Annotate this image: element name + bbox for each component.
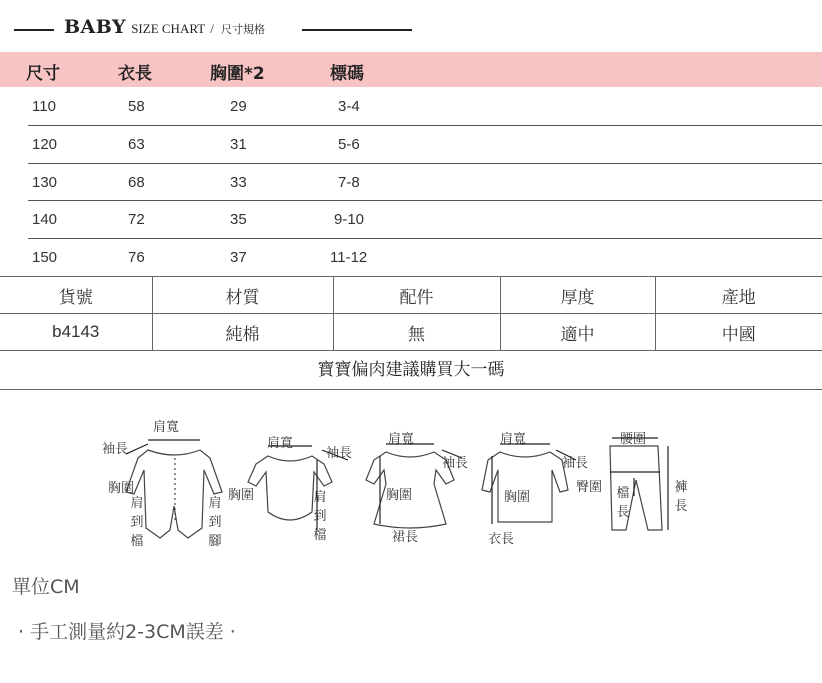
dress-sleeve-label: 袖長	[442, 456, 469, 471]
dress-chest-label: 胸圍	[386, 488, 413, 503]
romper-shoulder-to-foot-label: 肩到腳	[208, 496, 222, 549]
cell-length: 72	[128, 211, 145, 228]
measurement-diagram	[90, 420, 700, 560]
spec-header-material: 材質	[152, 277, 333, 314]
header-cn-title: 尺寸規格	[220, 23, 265, 36]
cell-label-size: 9-10	[334, 211, 365, 228]
dress-shoulder-label: 肩寬	[388, 432, 415, 447]
cell-chest: 33	[230, 174, 247, 191]
size-row	[0, 88, 822, 125]
col-chest: 胸圍*2	[210, 64, 265, 84]
top-sleeve-label: 袖長	[562, 456, 589, 471]
tolerance-note: · 手工測量約2-3CM誤差 ·	[18, 621, 236, 643]
col-label-size: 標碼	[330, 64, 364, 84]
pants-rise-label: 檔長	[616, 486, 630, 520]
bodysuit-chest-label: 胸圍	[228, 488, 255, 503]
cell-chest: 29	[230, 98, 247, 115]
spec-header-accessory: 配件	[333, 277, 500, 314]
cell-chest: 35	[230, 211, 247, 228]
header-rule-left	[14, 29, 54, 31]
pants-hip-label: 臀圍	[576, 480, 603, 495]
col-size: 尺寸	[26, 64, 60, 84]
romper-chest-label: 胸圍	[108, 481, 135, 496]
cell-length: 68	[128, 174, 145, 191]
spec-value-row	[0, 314, 822, 351]
size-row	[0, 201, 822, 238]
cell-size: 140	[32, 211, 58, 228]
header-separator: /	[210, 21, 214, 36]
spec-table	[0, 276, 822, 351]
unit-label: 單位CM	[12, 576, 80, 598]
cell-label-size: 7-8	[338, 174, 360, 191]
spec-material: 純棉	[152, 314, 333, 351]
cell-chest: 37	[230, 249, 247, 266]
cell-size: 150	[32, 249, 58, 266]
size-row	[0, 126, 822, 163]
bodysuit-shoulder-to-crotch-label: 肩到檔	[313, 490, 327, 543]
spec-header-row	[0, 277, 822, 314]
bodysuit-sleeve-label: 袖長	[326, 446, 353, 461]
spec-header-thickness: 厚度	[500, 277, 655, 314]
size-advice-note: 寶寶偏肉建議購買大一碼	[0, 351, 822, 390]
spec-thickness: 適中	[500, 314, 655, 351]
cell-chest: 31	[230, 136, 247, 153]
cell-size: 110	[32, 98, 56, 115]
col-length: 衣長	[118, 64, 152, 84]
cell-size: 120	[32, 136, 58, 153]
top-chest-label: 胸圍	[504, 490, 531, 505]
spec-item-no: b4143	[0, 314, 152, 351]
top-length-label: 衣長	[488, 532, 515, 547]
size-table-header	[0, 52, 822, 87]
header-brand: BABY	[64, 16, 127, 38]
romper-shoulder-to-crotch-label: 肩到檔	[130, 496, 144, 549]
spec-header-item-no: 貨號	[0, 277, 152, 314]
spec-origin: 中國	[655, 314, 822, 351]
top-shoulder-label: 肩寬	[500, 432, 527, 447]
cell-length: 58	[128, 98, 145, 115]
cell-length: 76	[128, 249, 145, 266]
pants-waist-label: 腰圍	[620, 432, 647, 447]
cell-label-size: 5-6	[338, 136, 360, 153]
size-row	[0, 239, 822, 276]
bodysuit-shoulder-label: 肩寬	[267, 436, 294, 451]
spec-accessory: 無	[333, 314, 500, 351]
spec-header-origin: 產地	[655, 277, 822, 314]
cell-label-size: 3-4	[338, 98, 360, 115]
cell-size: 130	[32, 174, 58, 191]
cell-length: 63	[128, 136, 145, 153]
header-title	[64, 16, 265, 38]
dress-skirt-length-label: 裙長	[392, 530, 419, 545]
romper-sleeve-label: 袖長	[102, 442, 129, 457]
header-subtitle: SIZE CHART	[131, 21, 206, 36]
header-rule-right	[302, 29, 412, 31]
size-row	[0, 164, 822, 201]
romper-shoulder-label: 肩寬	[153, 420, 180, 435]
pants-length-label: 褲長	[674, 480, 688, 514]
cell-label-size: 11-12	[330, 249, 368, 266]
